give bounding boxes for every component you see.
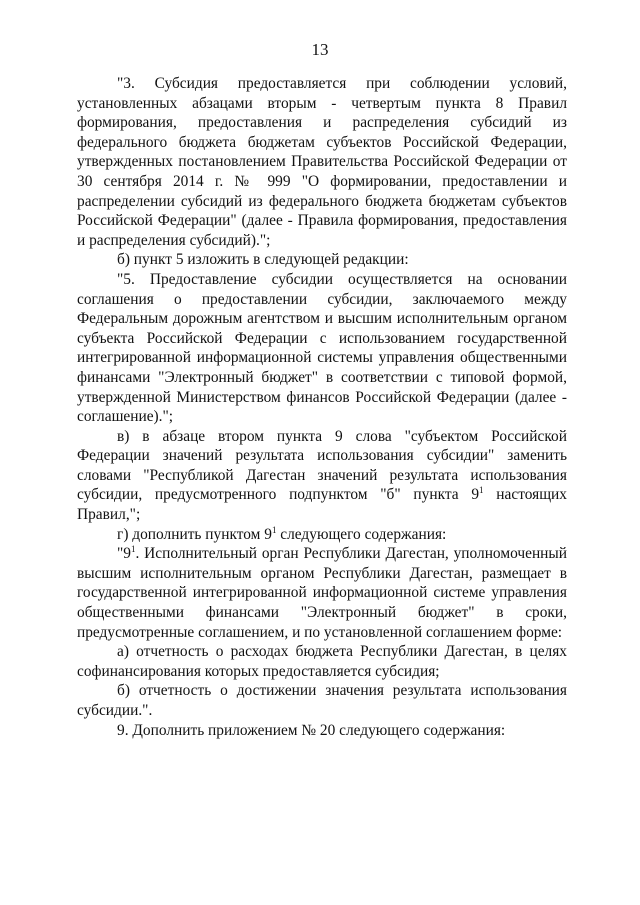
paragraph-item-g: г) дополнить пунктом $9^1$ следующего содержания: [117, 524, 447, 543]
paragraph-subsidy-agreement: "5. Предоставление субсидии осуществляется на основании соглашения о предоставлении субсидии, заключаемого между Федеральным дорожным агентством и высшим исполнительным органом субъекта Российской Федерации с использованием государственной интегрированной информационной системы управления общественными финансами "Электронный бюджет" в соответствии с типовой формой, утвержденной Министерством финансов Российской Федерации (далее - соглашение)."; [77, 270, 567, 426]
paragraph-item-v: в) в абзаце втором пункта 9 слова "субъектом Российской Федерации значений результата использования субсидии" заменить словами "Республикой Дагестан значений результата использования субсидии, предусмотренного подпунктом "б" пункта $9^1$ настоящих Правил,"; [77, 427, 567, 524]
document-body [77, 74, 567, 740]
paragraph-subitem-b: б) отчетность о достижении значения результата использования субсидии.". [77, 682, 567, 719]
paragraph-item-b: б) пункт 5 изложить в следующей редакции: [117, 251, 409, 269]
paragraph-subsidy-conditions: "3. Субсидия предоставляется при соблюдении условий, установленных абзацами вторым - четвертым пункта 8 Правил формирования, предоставления и распределения субсидий из федерального бюджета бюджетам субъектов Российской Федерации, утвержденных постановлением Правительства Российской Федерации от 30 сентября 2014 г. № 999 "О формировании, предоставлении и распределении субсидий из федерального бюджета бюджетам субъектов Российской Федерации" (далее - Правила формирования, предоставления и распределения субсидий)."; [77, 75, 567, 249]
paragraph-point-9: 9. Дополнить приложением № 20 следующего содержания: [117, 721, 506, 739]
paragraph-point-9-1: "$9^1$. Исполнительный орган Республики Дагестан, уполномоченный высшим исполнительным органом Республики Дагестан, размещает в государственной интегрированной информационной системе управления общественными финансами "Электронный бюджет" в сроки, предусмотренные соглашением, и по установленной соглашением форме: [77, 544, 567, 641]
paragraph-subitem-a: а) отчетность о расходах бюджета Республики Дагестан, в целях софинансирования которых предоставляется субсидия; [77, 643, 567, 680]
page-number: 13 [311, 40, 329, 59]
